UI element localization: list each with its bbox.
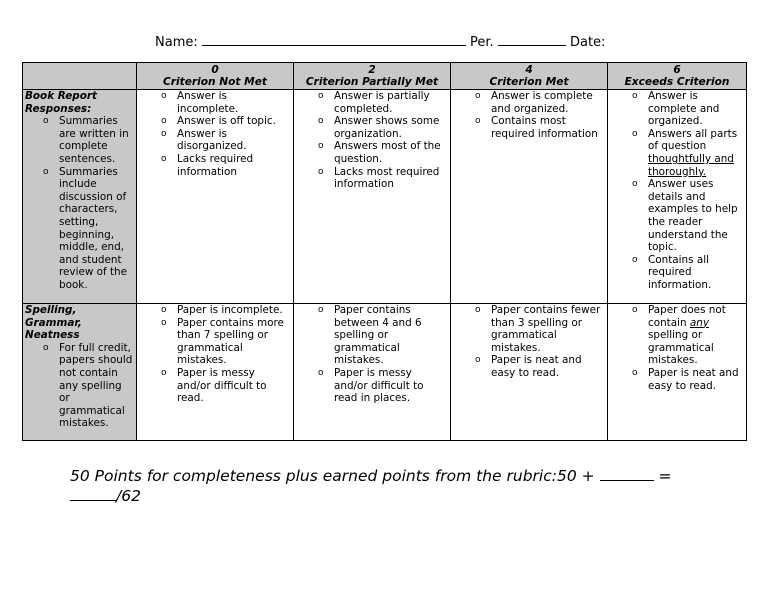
header-col-0: 0 Criterion Not Met xyxy=(137,63,294,90)
criterion-item: o Lacks required information xyxy=(139,153,291,178)
earned-points-blank[interactable] xyxy=(600,466,654,481)
criterion-item: o Paper is messy and/or difficult to read. xyxy=(139,367,291,405)
criterion-item: o Lacks most required information xyxy=(296,166,448,191)
rubric-row-spelling xyxy=(23,304,747,441)
criterion-item: o Contains all required information. xyxy=(610,254,744,292)
criterion-item: o Paper contains more than 7 spelling or grammatical mistakes. xyxy=(139,317,291,367)
criterion-item: o Answer is off topic. xyxy=(139,115,291,128)
criterion-item: o Contains most required information xyxy=(453,115,605,140)
cell-book-report-6 xyxy=(608,90,747,304)
cell-spelling-2 xyxy=(294,304,451,441)
criterion-item-text: Paper does not contain any spelling or grammatical mistakes. xyxy=(648,304,726,367)
criterion-item: o Paper is neat and easy to read. xyxy=(610,367,744,392)
criterion-item: o Paper is messy and/or difficult to read in places. xyxy=(296,367,448,405)
category-cell-spelling xyxy=(23,304,137,441)
criterion-item: o Answer uses details and examples to help the reader understand the topic. xyxy=(610,178,744,254)
cell-spelling-0 xyxy=(137,304,294,441)
header-line xyxy=(155,34,605,50)
date-label: Date: xyxy=(569,35,606,50)
underlined-emphasis: thoughtfully and thoroughly. xyxy=(648,152,734,178)
period-label: Per. xyxy=(470,35,494,50)
header-corner-cell xyxy=(23,63,137,90)
criterion-item-underlined xyxy=(610,128,744,178)
category-cell-book-report xyxy=(23,90,137,304)
cell-spelling-6 xyxy=(608,304,747,441)
footer-equals: = xyxy=(658,467,672,485)
criterion-item: o Paper is neat and easy to read. xyxy=(453,354,605,379)
category-item: o Summaries are written in complete sentences. xyxy=(25,115,134,165)
any-emphasis: any xyxy=(689,316,709,329)
criterion-item: o Answer shows some organization. xyxy=(296,115,448,140)
criterion-item: o Answers most of the question. xyxy=(296,140,448,165)
criterion-item-any xyxy=(610,304,744,367)
footer-total: /62 xyxy=(116,487,141,505)
cell-book-report-0 xyxy=(137,90,294,304)
rubric-header-row xyxy=(23,63,747,90)
total-points-blank[interactable] xyxy=(70,486,116,501)
header-col-6: 6 Exceeds Criterion xyxy=(608,63,747,90)
cell-spelling-4 xyxy=(451,304,608,441)
criterion-item: o Paper contains between 4 and 6 spelling or grammatical mistakes. xyxy=(296,304,448,367)
criterion-item: o Answer is disorganized. xyxy=(139,128,291,153)
footer-text: 50 Points for completeness plus earned points from the rubric:50 + xyxy=(70,467,595,485)
period-blank[interactable] xyxy=(498,34,566,46)
criterion-item: o Paper contains fewer than 3 spelling or grammatical mistakes. xyxy=(453,304,605,354)
header-col-2: 2 Criterion Partially Met xyxy=(294,63,451,90)
criterion-item: o Paper is incomplete. xyxy=(139,304,291,317)
category-item: o For full credit, papers should not contain any spelling or grammatical mistakes. xyxy=(25,342,134,430)
category-item: o Summaries include discussion of characters, setting, beginning, middle, end, and student review of the book. xyxy=(25,166,134,292)
name-label: Name: xyxy=(155,35,198,50)
scoring-footer xyxy=(70,466,710,506)
header-col-4: 4 Criterion Met xyxy=(451,63,608,90)
criterion-item: o Answer is complete and organized. xyxy=(610,90,744,128)
criterion-item: o Answer is incomplete. xyxy=(139,90,291,115)
cell-book-report-4 xyxy=(451,90,608,304)
name-blank[interactable] xyxy=(202,34,466,46)
criterion-item: o Answer is partially completed. xyxy=(296,90,448,115)
criterion-item-text: Answers all parts of question thoughtfully and thoroughly. xyxy=(648,127,738,178)
rubric-row-book-report xyxy=(23,90,747,304)
cell-book-report-2 xyxy=(294,90,451,304)
category-title: Spelling, Grammar, Neatness xyxy=(25,304,82,342)
rubric-table xyxy=(22,62,747,441)
category-title: Book Report Responses: xyxy=(25,90,97,115)
criterion-item: o Answer is complete and organized. xyxy=(453,90,605,115)
